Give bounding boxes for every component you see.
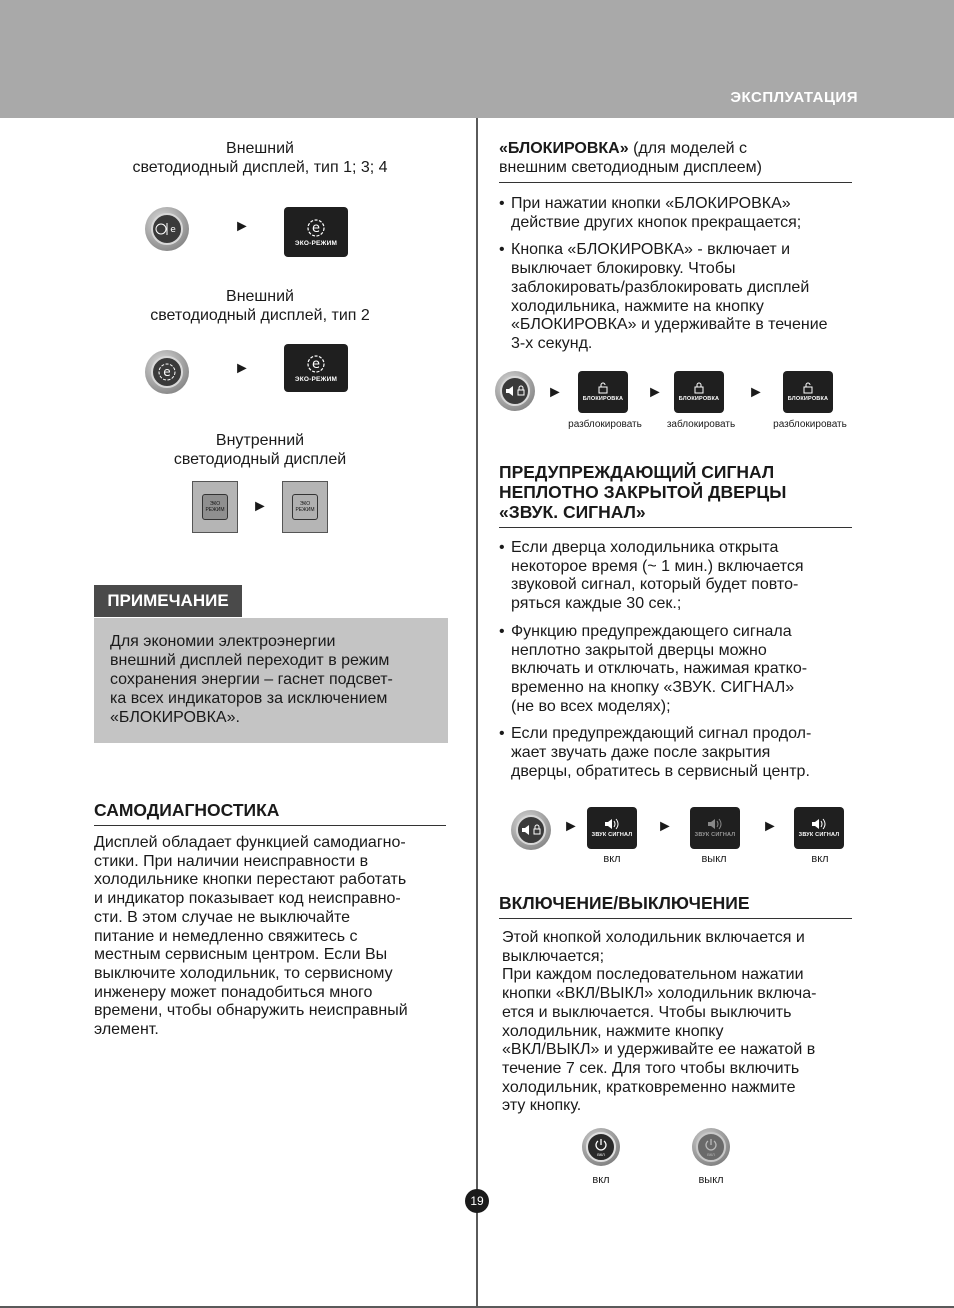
eco-small-line: РЕЖИМ [205, 507, 225, 513]
heading-line: ПРЕДУПРЕЖДАЮЩИЙ СИГНАЛ [499, 462, 775, 482]
selfdiag-heading: САМОДИАГНОСТИКА [94, 800, 446, 826]
alarm-heading [499, 462, 852, 528]
lock-heading-bold: «БЛОКИРОВКА» [499, 140, 629, 157]
sound-lock-icon [500, 376, 530, 406]
lock-heading-rest: (для моделей с [628, 140, 748, 157]
eco-small-icon-lit [292, 494, 318, 520]
caption-line: Внешний [226, 288, 294, 305]
para-line: кнопки «ВКЛ/ВЫКЛ» холодильник включа- [502, 985, 817, 1003]
svg-text:e: e [312, 356, 320, 372]
alarm-display-label: ЗВУК СИГНАЛ [694, 832, 736, 838]
para-line: При каждом последовательном нажатии [502, 966, 804, 984]
para-line: холодильник, нажмите кнопку [502, 1022, 724, 1040]
lock-display-unlocked [578, 371, 628, 413]
para-line: Дисплей обладает функцией самодиагно- [94, 834, 406, 851]
caption-line: светодиодный дисплей, тип 2 [150, 307, 370, 324]
list-item [499, 623, 869, 717]
speaker-icon [604, 818, 620, 830]
alarm-display-off [690, 807, 740, 849]
eco-small-icon [202, 494, 228, 520]
unlock-icon [596, 382, 610, 394]
bullet-line: (не во всех моделях); [511, 697, 671, 715]
bullet-line: включать и отключать, нажимая кратко- [511, 660, 808, 678]
sound-lock-icon [516, 815, 546, 845]
eco-small-line: ЭКО [209, 501, 221, 507]
speaker-icon [707, 818, 723, 830]
lock-display-label: БЛОКИРОВКА [582, 396, 624, 402]
bullet-line: выключает блокировку. Чтобы [511, 260, 736, 278]
alarm-sound-button[interactable] [511, 810, 551, 850]
caption-line: светодиодный дисплей, тип 1; 3; 4 [132, 159, 388, 176]
note-line: ка всех индикаторов за исключением [110, 690, 388, 707]
note-line: «БЛОКИРОВКА». [110, 709, 240, 726]
lock-display-label: БЛОКИРОВКА [678, 396, 720, 402]
eco-leaf-icon [305, 218, 327, 238]
svg-text:e: e [312, 220, 320, 236]
power-state-caption: вкл [592, 1174, 610, 1186]
eco-mode-display [284, 207, 348, 257]
bullet-line: «БЛОКИРОВКА» и удерживайте в течение [511, 316, 828, 334]
list-item [499, 725, 869, 781]
note-line: внешний дисплей переходит в режим [110, 652, 390, 669]
power-btn-label: ВКЛ [597, 1151, 605, 1157]
arrow-right-icon: ► [748, 384, 764, 401]
eco-mode-label: ЭКО-РЕЖИМ [294, 239, 338, 247]
internal-eco-button[interactable] [192, 481, 238, 533]
heading-line: «ЗВУК. СИГНАЛ» [499, 502, 646, 522]
svg-text:e: e [163, 365, 171, 379]
bullet-line: • Если предупреждающий сигнал продол- [511, 725, 812, 743]
eco-leaf-icon [305, 354, 327, 374]
alarm-display-on [587, 807, 637, 849]
lock-bullets [499, 195, 869, 363]
section-label: ЭКСПЛУАТАЦИЯ [730, 89, 858, 106]
para-line: «ВКЛ/ВЫКЛ» и удерживайте ее нажатой в [502, 1041, 816, 1059]
power-icon [586, 1132, 616, 1162]
speaker-icon [811, 818, 827, 830]
para-line: времени, чтобы обнаружить неисправный [94, 1002, 408, 1020]
note-line: Для экономии электроэнергии [110, 633, 336, 650]
svg-text:e: e [170, 225, 176, 235]
power-state-caption: выкл [698, 1174, 724, 1186]
para-line: и индикатор показывает код неисправно- [94, 890, 401, 908]
alarm-state-caption: выкл [701, 853, 727, 865]
list-item [499, 539, 869, 614]
column-divider [476, 118, 478, 1308]
arrow-right-icon: ► [252, 498, 268, 515]
lock-icon [692, 382, 706, 394]
note-box [94, 618, 448, 743]
selfdiag-text [94, 834, 454, 1040]
para-line: элемент. [94, 1021, 159, 1039]
eco-sound-button[interactable] [145, 207, 189, 251]
para-line: местным сервисным центром. Если Вы [94, 946, 388, 964]
lock-heading-line2: внешним светодиодным дисплеем) [499, 159, 763, 176]
bullet-line: действие других кнопок прекращается; [511, 213, 802, 231]
bullet-line: • Кнопка «БЛОКИРОВКА» - включает и [511, 241, 791, 259]
bullet-line: 3-х секунд. [511, 334, 593, 352]
caption-line: Внутренний [215, 432, 305, 449]
eco-mode-display [284, 344, 348, 392]
note-line: сохранения энергии – гаснет подсвет- [110, 671, 393, 688]
power-off-button[interactable] [692, 1128, 730, 1166]
para-line: выключается; [502, 947, 605, 965]
bullet-line: • Функцию предупреждающего сигнала [511, 622, 792, 640]
lock-display-unlocked-again [783, 371, 833, 413]
arrow-right-icon: ► [234, 360, 250, 377]
lock-heading [499, 139, 852, 183]
para-line: холодильник, кратковременно нажмите [502, 1078, 796, 1096]
arrow-right-icon: ► [647, 384, 663, 401]
bullet-line: • Если дверца холодильника открыта [511, 539, 779, 556]
para-line: инженеру может понадобиться много [94, 983, 373, 1001]
display3-caption [100, 431, 420, 469]
bullet-line: неплотно закрытой дверцы можно [511, 641, 767, 659]
bullet-line: заблокировать/разблокировать дисплей [511, 278, 810, 296]
arrow-right-icon: ► [762, 818, 778, 835]
eco-sound-icon [151, 213, 183, 245]
bullet-line: некоторое время (~ 1 мин.) включается [511, 557, 804, 575]
arrow-right-icon: ► [563, 818, 579, 835]
power-icon [696, 1132, 726, 1162]
para-line: эту кнопку. [502, 1097, 582, 1115]
bullet-line: жает звучать даже после закрытия [511, 744, 771, 762]
para-line: течение 7 сек. Для того чтобы включить [502, 1059, 800, 1077]
lock-sound-button[interactable] [495, 371, 535, 411]
alarm-display-label: ЗВУК СИГНАЛ [591, 832, 633, 838]
bullet-line: холодильника, нажмите на кнопку [511, 297, 764, 315]
alarm-display-on-again [794, 807, 844, 849]
para-line: холодильнике кнопки перестают работать [94, 871, 407, 889]
caption-line: Внешний [226, 140, 294, 157]
bullet-line: дверцы, обратитесь в сервисный центр. [511, 762, 810, 780]
lock-display-locked [674, 371, 724, 413]
eco-mode-label: ЭКО-РЕЖИМ [294, 375, 338, 383]
bullet-line: временно на кнопку «ЗВУК. СИГНАЛ» [511, 678, 795, 696]
arrow-right-icon: ► [657, 818, 673, 835]
lock-state-caption: заблокировать [666, 419, 736, 430]
caption-line: светодиодный дисплей [173, 451, 347, 468]
eco-small-line: РЕЖИМ [295, 507, 315, 513]
list-item [499, 195, 869, 232]
para-line: ется и выключается. Чтобы выключить [502, 1003, 792, 1021]
power-on-button[interactable] [582, 1128, 620, 1166]
power-text [502, 929, 862, 1116]
alarm-bullets [499, 539, 869, 790]
bullet-line: ряться каждые 30 сек.; [511, 595, 682, 613]
para-line: сти. В этом случае не выключайте [94, 908, 351, 926]
arrow-right-icon: ► [234, 218, 250, 235]
alarm-state-caption: вкл [811, 853, 829, 865]
arrow-right-icon: ► [547, 384, 563, 401]
display2-caption [100, 287, 420, 325]
display1-caption [100, 139, 420, 177]
bullet-line: звуковой сигнал, который будет повто- [511, 576, 799, 594]
para-line: стики. При наличии неисправности в [94, 852, 369, 870]
eco-icon [151, 356, 183, 388]
para-line: Этой кнопкой холодильник включается и [502, 929, 805, 946]
list-item [499, 241, 869, 353]
para-line: питание и немедленно свяжитесь с [94, 927, 358, 945]
unlock-icon [801, 382, 815, 394]
page-number: 19 [465, 1189, 489, 1213]
lock-state-caption: разблокировать [773, 419, 847, 430]
internal-eco-display [282, 481, 328, 533]
alarm-display-label: ЗВУК СИГНАЛ [798, 832, 840, 838]
para-line: выключите холодильник, то сервисному [94, 964, 393, 982]
lock-display-label: БЛОКИРОВКА [787, 396, 829, 402]
alarm-state-caption: вкл [603, 853, 621, 865]
power-heading: ВКЛЮЧЕНИЕ/ВЫКЛЮЧЕНИЕ [499, 893, 852, 919]
lock-state-caption: разблокировать [568, 419, 642, 430]
heading-line: НЕПЛОТНО ЗАКРЫТОЙ ДВЕРЦЫ [499, 482, 787, 502]
bullet-line: • При нажатии кнопки «БЛОКИРОВКА» [511, 195, 791, 212]
eco-button[interactable] [145, 350, 189, 394]
note-title: ПРИМЕЧАНИЕ [94, 585, 242, 617]
power-btn-label: ВКЛ [707, 1151, 715, 1157]
eco-small-line: ЭКО [299, 501, 311, 507]
